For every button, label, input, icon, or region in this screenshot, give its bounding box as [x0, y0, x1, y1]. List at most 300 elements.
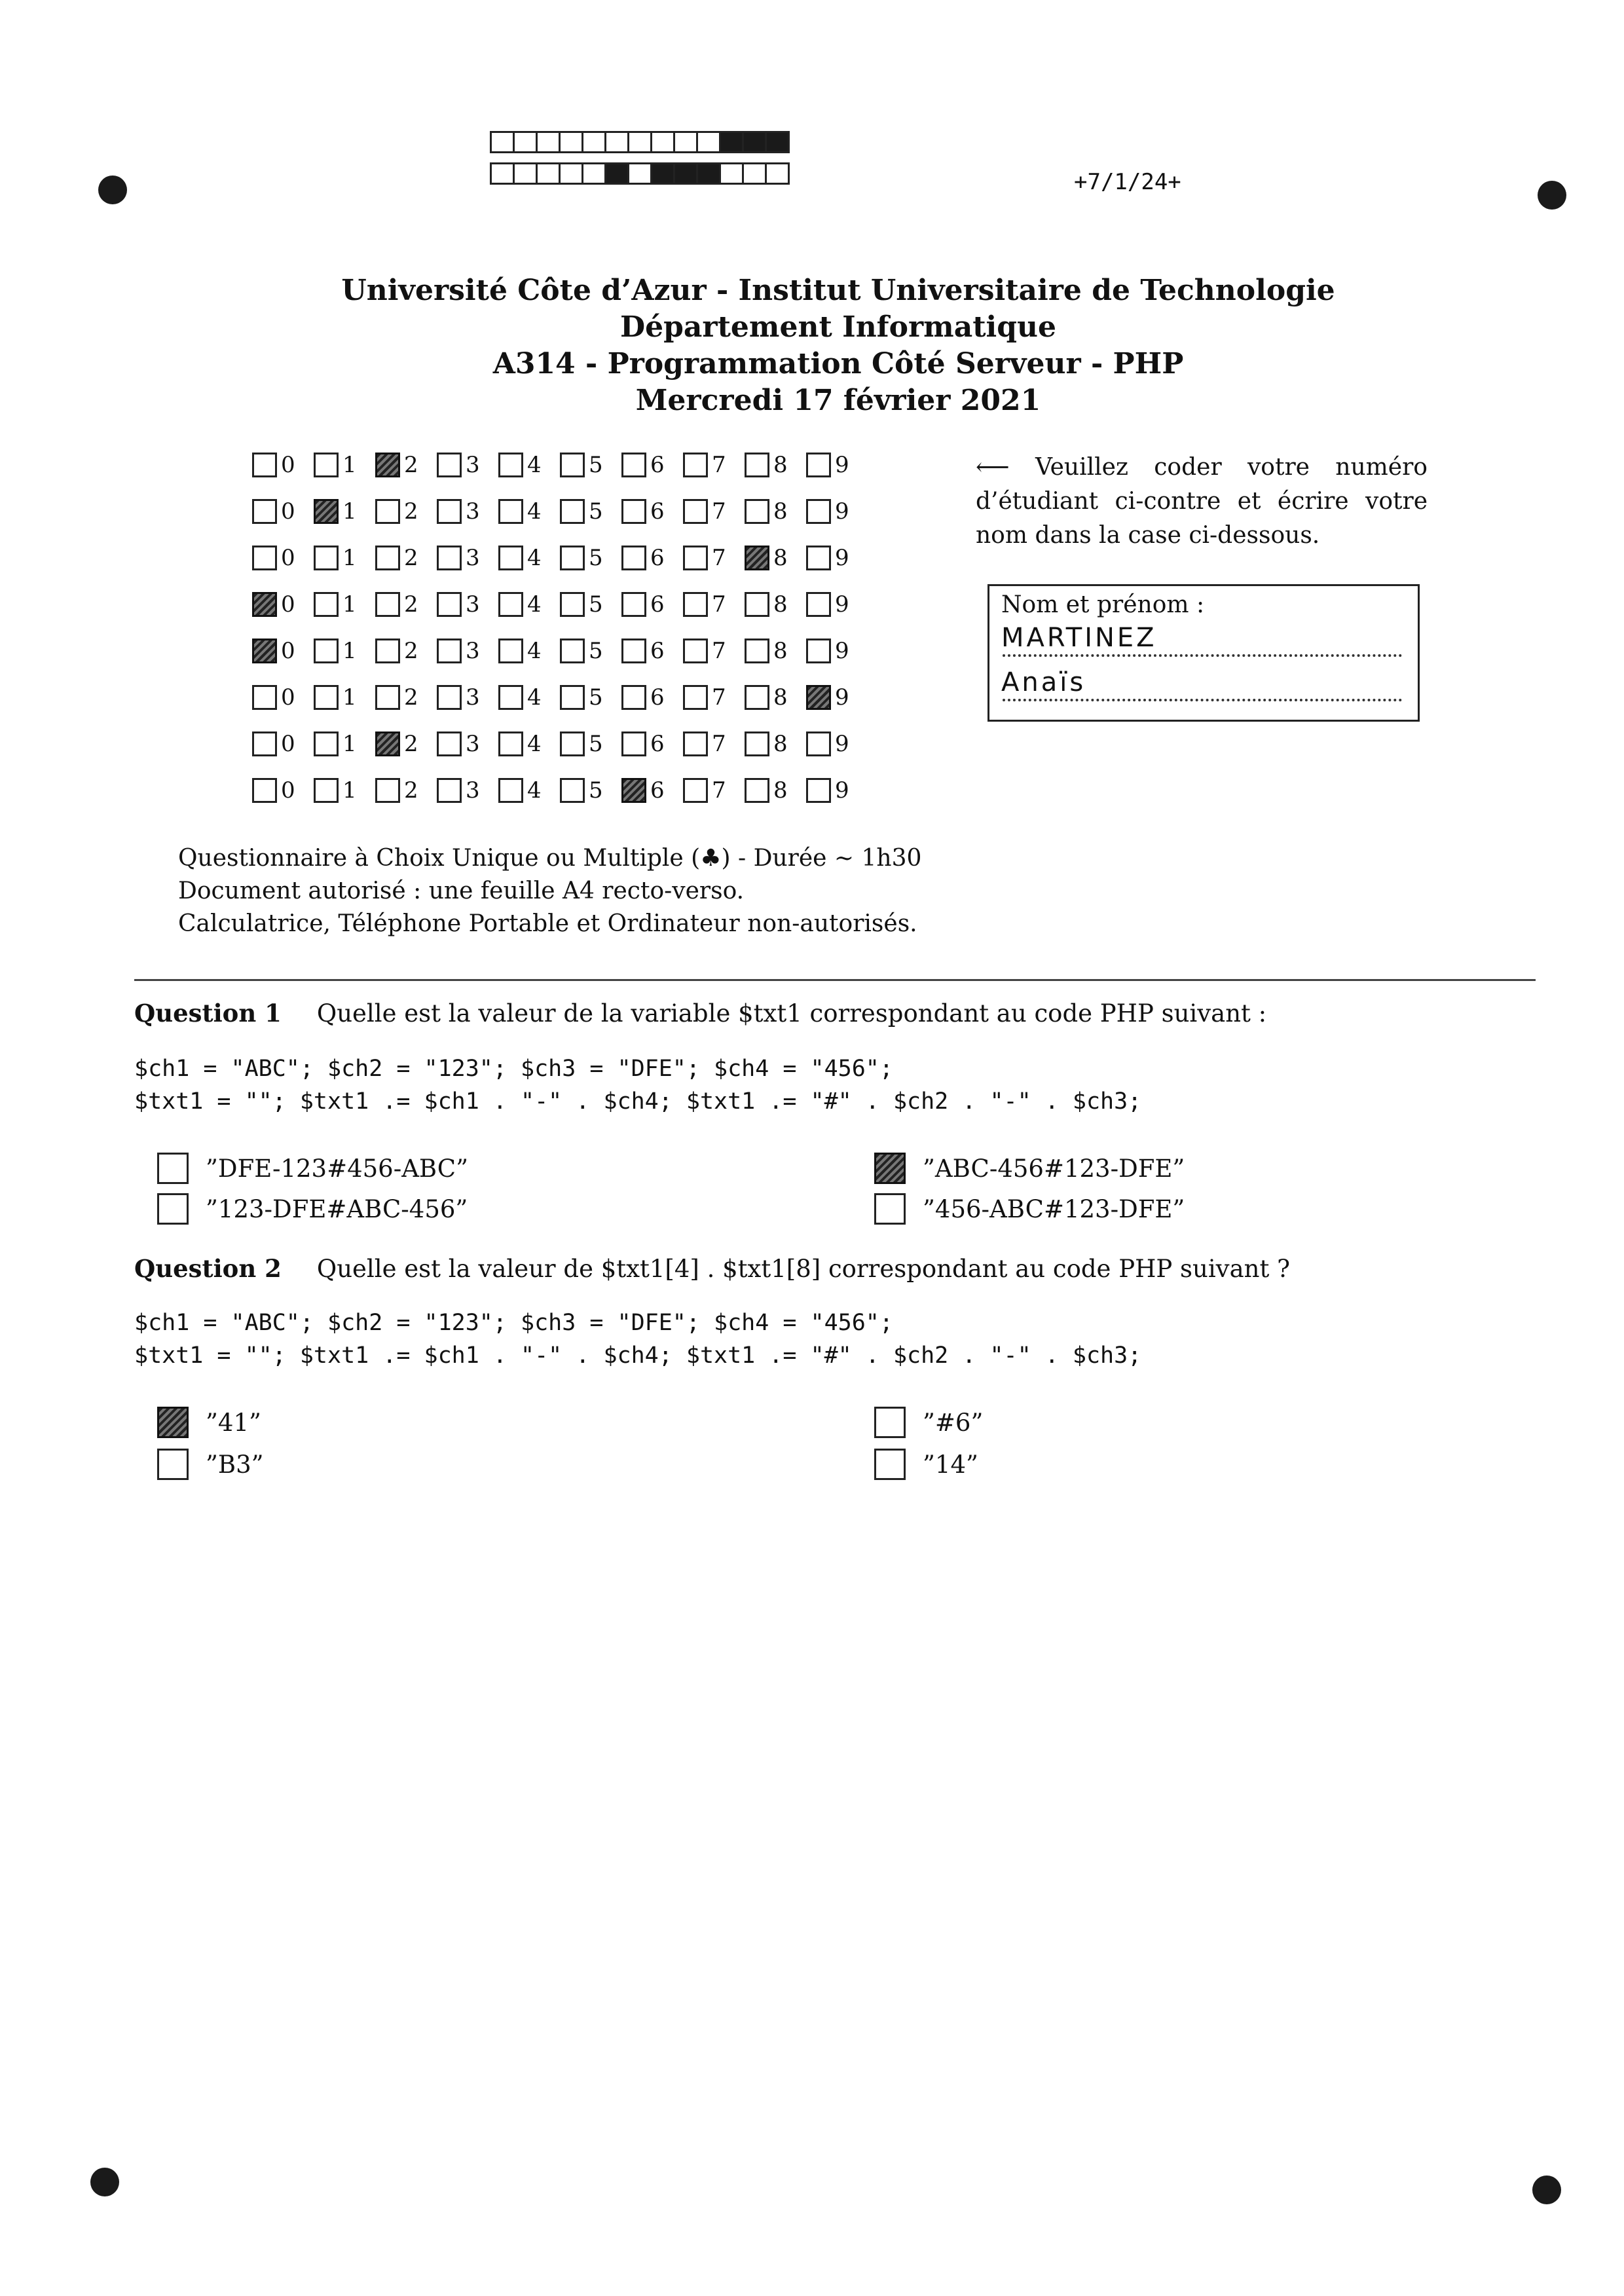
digit-label: 5	[589, 731, 603, 757]
instructions-text: Veuillez coder votre numéro d’étudiant ci-contre et écrire votre nom dans la case ci-dessous.	[976, 454, 1428, 549]
digit-cell[interactable]	[252, 591, 314, 618]
registration-mark-top-right	[1538, 181, 1566, 210]
option-label: ”B3”	[206, 1450, 264, 1479]
digit-checkbox[interactable]	[437, 685, 462, 710]
university-title: Université Côte d’Azur - Institut Universitaire de Technologie	[341, 274, 1335, 307]
digit-cell[interactable]	[806, 498, 868, 525]
digit-checkbox[interactable]	[375, 639, 400, 663]
exam-info-documents: Document autorisé : une feuille A4 recto-verso.	[178, 878, 745, 904]
digit-label: 3	[466, 684, 480, 711]
digit-cell[interactable]	[375, 777, 437, 804]
digit-checkbox[interactable]	[745, 731, 769, 756]
digit-cell[interactable]	[252, 452, 314, 478]
digit-checkbox[interactable]	[375, 685, 400, 710]
digit-cell[interactable]	[683, 591, 745, 618]
digit-cell[interactable]	[806, 452, 868, 478]
digit-cell[interactable]	[498, 545, 560, 571]
barcode-cell	[604, 162, 629, 185]
digit-checkbox[interactable]	[683, 731, 708, 756]
registration-mark-bottom-right	[1532, 2176, 1561, 2204]
digit-cell[interactable]	[375, 684, 437, 711]
digit-cell[interactable]	[560, 731, 621, 757]
digit-checkbox[interactable]	[375, 592, 400, 617]
digit-checkbox[interactable]	[745, 546, 769, 570]
barcode-cell	[559, 131, 583, 153]
digit-cell[interactable]	[621, 452, 683, 478]
digit-checkbox[interactable]	[437, 639, 462, 663]
digit-cell[interactable]	[437, 498, 498, 525]
digit-label: 2	[404, 777, 418, 804]
digit-cell[interactable]	[745, 777, 806, 804]
checkbox[interactable]	[874, 1407, 906, 1438]
digit-label: 1	[342, 684, 357, 711]
digit-label: 6	[650, 498, 665, 525]
digit-cell[interactable]	[498, 684, 560, 711]
digit-checkbox[interactable]	[437, 453, 462, 477]
first-name-handwritten: Anaïs	[1001, 667, 1086, 697]
digit-checkbox[interactable]	[252, 778, 277, 803]
digit-checkbox[interactable]	[498, 685, 523, 710]
digit-cell[interactable]	[560, 498, 621, 525]
digit-cell[interactable]	[498, 452, 560, 478]
digit-cell[interactable]	[314, 591, 375, 618]
digit-checkbox[interactable]	[683, 546, 708, 570]
department-title: Département Informatique	[620, 310, 1056, 344]
digit-cell[interactable]	[314, 731, 375, 757]
digit-checkbox[interactable]	[252, 592, 277, 617]
digit-checkbox[interactable]	[621, 453, 646, 477]
digit-checkbox[interactable]	[683, 685, 708, 710]
barcode-cell	[719, 131, 744, 153]
barcode-cell	[765, 162, 790, 185]
digit-label: 2	[404, 452, 418, 478]
digit-checkbox[interactable]	[806, 731, 831, 756]
digit-cell[interactable]	[560, 684, 621, 711]
digit-checkbox[interactable]	[375, 499, 400, 524]
digit-checkbox[interactable]	[252, 499, 277, 524]
digit-checkbox[interactable]	[314, 731, 339, 756]
barcode-cell	[513, 131, 538, 153]
question-1-option-b[interactable]	[874, 1153, 1185, 1184]
digit-cell[interactable]	[498, 731, 560, 757]
digit-label: 3	[466, 638, 480, 664]
digit-checkbox[interactable]	[683, 639, 708, 663]
registration-mark-bottom-left	[90, 2168, 119, 2196]
digit-label: 6	[650, 638, 665, 664]
digit-checkbox[interactable]	[498, 639, 523, 663]
digit-cell[interactable]	[375, 731, 437, 757]
digit-label: 5	[589, 545, 603, 571]
digit-label: 8	[773, 731, 788, 757]
digit-cell[interactable]	[437, 777, 498, 804]
exam-date: Mercredi 17 février 2021	[635, 384, 1041, 417]
question-1-code-line-2: $txt1 = ""; $txt1 .= $ch1 . "-" . $ch4; $txt1 .= "#" . $ch2 . "-" . $ch3;	[134, 1088, 1142, 1115]
digit-cell[interactable]	[621, 498, 683, 525]
digit-label: 1	[342, 731, 357, 757]
digit-cell[interactable]	[498, 777, 560, 804]
digit-checkbox[interactable]	[560, 546, 585, 570]
question-1-option-c[interactable]	[157, 1193, 468, 1225]
digit-label: 8	[773, 591, 788, 618]
digit-label: 4	[527, 638, 542, 664]
digit-label: 6	[650, 731, 665, 757]
digit-label: 1	[342, 777, 357, 804]
digit-label: 8	[773, 452, 788, 478]
digit-checkbox[interactable]	[560, 499, 585, 524]
registration-mark-top-left	[98, 176, 127, 204]
digit-checkbox[interactable]	[314, 778, 339, 803]
student-number-row	[252, 777, 868, 804]
digit-cell[interactable]	[560, 777, 621, 804]
digit-cell[interactable]	[683, 452, 745, 478]
digit-checkbox[interactable]	[437, 592, 462, 617]
barcode-cell	[673, 162, 698, 185]
digit-label: 0	[281, 545, 295, 571]
digit-cell[interactable]	[314, 638, 375, 664]
digit-checkbox[interactable]	[252, 639, 277, 663]
digit-label: 0	[281, 777, 295, 804]
digit-checkbox[interactable]	[745, 778, 769, 803]
digit-cell[interactable]	[621, 545, 683, 571]
question-1-header	[134, 999, 1266, 1028]
digit-cell[interactable]	[252, 684, 314, 711]
digit-checkbox[interactable]	[437, 731, 462, 756]
digit-cell[interactable]	[498, 591, 560, 618]
question-2-option-c[interactable]	[157, 1449, 264, 1480]
question-2-text: Quelle est la valeur de $txt1[4] . $txt1[8] correspondant au code PHP suivant ?	[316, 1255, 1290, 1283]
barcode-cell	[627, 131, 652, 153]
digit-cell[interactable]	[437, 638, 498, 664]
digit-label: 1	[342, 498, 357, 525]
digit-cell[interactable]	[252, 498, 314, 525]
barcode-row-2	[490, 162, 788, 185]
digit-label: 9	[835, 684, 849, 711]
digit-cell[interactable]	[806, 731, 868, 757]
digit-checkbox[interactable]	[806, 499, 831, 524]
digit-label: 5	[589, 452, 603, 478]
digit-checkbox[interactable]	[806, 546, 831, 570]
digit-cell[interactable]	[683, 731, 745, 757]
barcode-cell	[536, 131, 561, 153]
question-1-option-d[interactable]	[874, 1193, 1185, 1225]
digit-cell[interactable]	[498, 498, 560, 525]
digit-checkbox[interactable]	[314, 499, 339, 524]
digit-checkbox[interactable]	[252, 685, 277, 710]
barcode-cell	[627, 162, 652, 185]
digit-cell[interactable]	[683, 545, 745, 571]
digit-checkbox[interactable]	[498, 546, 523, 570]
digit-checkbox[interactable]	[745, 499, 769, 524]
barcode-cell	[490, 162, 515, 185]
digit-checkbox[interactable]	[621, 639, 646, 663]
exam-info-format: Questionnaire à Choix Unique ou Multiple (♣) - Durée ∼ 1h30	[178, 845, 922, 872]
digit-checkbox[interactable]	[806, 685, 831, 710]
digit-cell[interactable]	[621, 731, 683, 757]
digit-cell[interactable]	[560, 638, 621, 664]
question-1-label: Question 1	[134, 999, 282, 1028]
digit-checkbox[interactable]	[683, 778, 708, 803]
digit-checkbox[interactable]	[252, 546, 277, 570]
digit-label: 1	[342, 591, 357, 618]
digit-checkbox[interactable]	[621, 499, 646, 524]
digit-cell[interactable]	[252, 731, 314, 757]
digit-label: 6	[650, 545, 665, 571]
digit-cell[interactable]	[683, 638, 745, 664]
option-label: ”ABC-456#123-DFE”	[923, 1154, 1185, 1183]
digit-label: 7	[712, 684, 726, 711]
digit-label: 0	[281, 684, 295, 711]
digit-checkbox[interactable]	[560, 778, 585, 803]
digit-checkbox[interactable]	[745, 639, 769, 663]
option-label: ”#6”	[923, 1408, 984, 1437]
digit-checkbox[interactable]	[314, 685, 339, 710]
digit-checkbox[interactable]	[621, 731, 646, 756]
digit-checkbox[interactable]	[683, 499, 708, 524]
option-label: ”41”	[206, 1408, 261, 1437]
digit-cell[interactable]	[437, 731, 498, 757]
digit-checkbox[interactable]	[806, 778, 831, 803]
digit-cell[interactable]	[745, 452, 806, 478]
digit-checkbox[interactable]	[314, 546, 339, 570]
digit-cell[interactable]	[806, 777, 868, 804]
question-2-code-line-2: $txt1 = ""; $txt1 .= $ch1 . "-" . $ch4; $txt1 .= "#" . $ch2 . "-" . $ch3;	[134, 1342, 1142, 1369]
digit-label: 7	[712, 638, 726, 664]
digit-label: 2	[404, 731, 418, 757]
digit-checkbox[interactable]	[806, 639, 831, 663]
digit-cell[interactable]	[560, 452, 621, 478]
digit-checkbox[interactable]	[498, 731, 523, 756]
digit-label: 4	[527, 684, 542, 711]
digit-cell[interactable]	[314, 498, 375, 525]
digit-cell[interactable]	[745, 498, 806, 525]
digit-checkbox[interactable]	[560, 639, 585, 663]
digit-checkbox[interactable]	[621, 778, 646, 803]
barcode-cell	[696, 131, 721, 153]
question-2-header	[134, 1254, 1290, 1283]
digit-checkbox[interactable]	[745, 453, 769, 477]
digit-checkbox[interactable]	[437, 778, 462, 803]
digit-checkbox[interactable]	[375, 453, 400, 477]
digit-checkbox[interactable]	[806, 453, 831, 477]
name-box[interactable]	[987, 584, 1420, 722]
digit-label: 9	[835, 731, 849, 757]
digit-cell[interactable]	[683, 684, 745, 711]
page-id: +7/1/24+	[1074, 169, 1181, 195]
digit-label: 0	[281, 731, 295, 757]
barcode-cell	[513, 162, 538, 185]
digit-cell[interactable]	[375, 452, 437, 478]
digit-checkbox[interactable]	[314, 453, 339, 477]
digit-checkbox[interactable]	[375, 731, 400, 756]
digit-cell[interactable]	[806, 591, 868, 618]
digit-label: 7	[712, 591, 726, 618]
digit-label: 1	[342, 545, 357, 571]
digit-cell[interactable]	[375, 545, 437, 571]
digit-cell[interactable]	[560, 591, 621, 618]
digit-checkbox[interactable]	[621, 685, 646, 710]
digit-cell[interactable]	[683, 777, 745, 804]
checkbox[interactable]	[874, 1449, 906, 1480]
digit-label: 9	[835, 638, 849, 664]
question-2-label: Question 2	[134, 1254, 282, 1283]
barcode-cell	[604, 131, 629, 153]
digit-checkbox[interactable]	[375, 778, 400, 803]
digit-checkbox[interactable]	[560, 685, 585, 710]
digit-cell[interactable]	[437, 545, 498, 571]
last-name-handwritten: MARTINEZ	[1001, 623, 1157, 653]
digit-label: 8	[773, 498, 788, 525]
digit-label: 2	[404, 638, 418, 664]
digit-checkbox[interactable]	[560, 592, 585, 617]
digit-label: 7	[712, 545, 726, 571]
exam-info-devices: Calculatrice, Téléphone Portable et Ordinateur non-autorisés.	[178, 910, 917, 937]
checkbox[interactable]	[157, 1193, 189, 1225]
question-1-text: Quelle est la valeur de la variable $txt1 correspondant au code PHP suivant :	[316, 999, 1267, 1028]
digit-label: 9	[835, 591, 849, 618]
digit-cell[interactable]	[375, 498, 437, 525]
option-label: ”DFE-123#456-ABC”	[206, 1154, 469, 1183]
digit-label: 9	[835, 452, 849, 478]
question-2-option-d[interactable]	[874, 1449, 978, 1480]
digit-label: 4	[527, 498, 542, 525]
digit-checkbox[interactable]	[375, 546, 400, 570]
student-number-row	[252, 452, 868, 478]
digit-cell[interactable]	[437, 452, 498, 478]
digit-label: 1	[342, 638, 357, 664]
digit-label: 6	[650, 684, 665, 711]
digit-label: 3	[466, 452, 480, 478]
digit-checkbox[interactable]	[806, 592, 831, 617]
digit-cell[interactable]	[683, 498, 745, 525]
digit-label: 5	[589, 684, 603, 711]
digit-label: 0	[281, 591, 295, 618]
digit-label: 9	[835, 498, 849, 525]
left-arrow-icon: ⟵	[976, 454, 1010, 481]
digit-cell[interactable]	[252, 638, 314, 664]
question-1-option-a[interactable]	[157, 1153, 468, 1184]
digit-label: 7	[712, 731, 726, 757]
digit-cell[interactable]	[252, 777, 314, 804]
digit-checkbox[interactable]	[314, 639, 339, 663]
digit-label: 3	[466, 777, 480, 804]
question-2-option-b[interactable]	[874, 1407, 983, 1438]
digit-cell[interactable]	[252, 545, 314, 571]
digit-cell[interactable]	[621, 684, 683, 711]
question-1-code-line-1: $ch1 = "ABC"; $ch2 = "123"; $ch3 = "DFE"; $ch4 = "456";	[134, 1056, 893, 1082]
digit-cell[interactable]	[621, 777, 683, 804]
student-number-row	[252, 684, 868, 711]
digit-checkbox[interactable]	[745, 592, 769, 617]
digit-cell[interactable]	[806, 545, 868, 571]
checkbox[interactable]	[874, 1153, 906, 1184]
digit-cell[interactable]	[806, 638, 868, 664]
digit-label: 1	[342, 452, 357, 478]
digit-label: 9	[835, 545, 849, 571]
digit-label: 5	[589, 638, 603, 664]
first-name-dotted-line	[1003, 699, 1402, 701]
digit-cell[interactable]	[745, 731, 806, 757]
digit-checkbox[interactable]	[683, 453, 708, 477]
digit-label: 2	[404, 684, 418, 711]
digit-checkbox[interactable]	[498, 592, 523, 617]
digit-checkbox[interactable]	[683, 592, 708, 617]
digit-cell[interactable]	[498, 638, 560, 664]
checkbox[interactable]	[157, 1449, 189, 1480]
digit-cell[interactable]	[621, 591, 683, 618]
option-label: ”14”	[923, 1450, 978, 1479]
digit-checkbox[interactable]	[621, 546, 646, 570]
digit-label: 7	[712, 498, 726, 525]
digit-checkbox[interactable]	[498, 499, 523, 524]
digit-checkbox[interactable]	[252, 731, 277, 756]
option-label: ”456-ABC#123-DFE”	[923, 1194, 1185, 1223]
digit-label: 6	[650, 591, 665, 618]
digit-label: 4	[527, 591, 542, 618]
digit-cell[interactable]	[560, 545, 621, 571]
digit-label: 7	[712, 777, 726, 804]
digit-cell[interactable]	[806, 684, 868, 711]
digit-cell[interactable]	[745, 591, 806, 618]
digit-cell[interactable]	[314, 452, 375, 478]
student-number-row	[252, 591, 868, 618]
digit-cell[interactable]	[375, 638, 437, 664]
digit-label: 2	[404, 545, 418, 571]
digit-checkbox[interactable]	[252, 453, 277, 477]
checkbox[interactable]	[874, 1193, 906, 1225]
digit-cell[interactable]	[745, 638, 806, 664]
digit-cell[interactable]	[437, 591, 498, 618]
digit-label: 6	[650, 452, 665, 478]
digit-cell[interactable]	[375, 591, 437, 618]
digit-checkbox[interactable]	[745, 685, 769, 710]
digit-checkbox[interactable]	[560, 453, 585, 477]
digit-label: 7	[712, 452, 726, 478]
digit-checkbox[interactable]	[498, 778, 523, 803]
barcode-cell	[490, 131, 515, 153]
digit-checkbox[interactable]	[314, 592, 339, 617]
digit-label: 9	[835, 777, 849, 804]
digit-label: 2	[404, 591, 418, 618]
barcode-row-1	[490, 131, 788, 153]
digit-cell[interactable]	[745, 545, 806, 571]
digit-checkbox[interactable]	[437, 546, 462, 570]
digit-label: 5	[589, 777, 603, 804]
digit-checkbox[interactable]	[498, 453, 523, 477]
digit-checkbox[interactable]	[560, 731, 585, 756]
barcode-cell	[536, 162, 561, 185]
digit-cell[interactable]	[314, 545, 375, 571]
barcode-cell	[765, 131, 790, 153]
name-box-label: Nom et prénom :	[1001, 591, 1205, 618]
digit-checkbox[interactable]	[621, 592, 646, 617]
digit-label: 8	[773, 777, 788, 804]
barcode-cell	[650, 131, 675, 153]
course-title: A314 - Programmation Côté Serveur - PHP	[492, 347, 1184, 380]
digit-label: 8	[773, 638, 788, 664]
digit-cell[interactable]	[621, 638, 683, 664]
checkbox[interactable]	[157, 1153, 189, 1184]
digit-cell[interactable]	[437, 684, 498, 711]
question-2-option-a[interactable]	[157, 1407, 261, 1438]
digit-cell[interactable]	[745, 684, 806, 711]
digit-checkbox[interactable]	[437, 499, 462, 524]
barcode-cell	[581, 162, 606, 185]
digit-cell[interactable]	[314, 684, 375, 711]
digit-label: 8	[773, 545, 788, 571]
checkbox[interactable]	[157, 1407, 189, 1438]
digit-label: 5	[589, 498, 603, 525]
digit-cell[interactable]	[314, 777, 375, 804]
